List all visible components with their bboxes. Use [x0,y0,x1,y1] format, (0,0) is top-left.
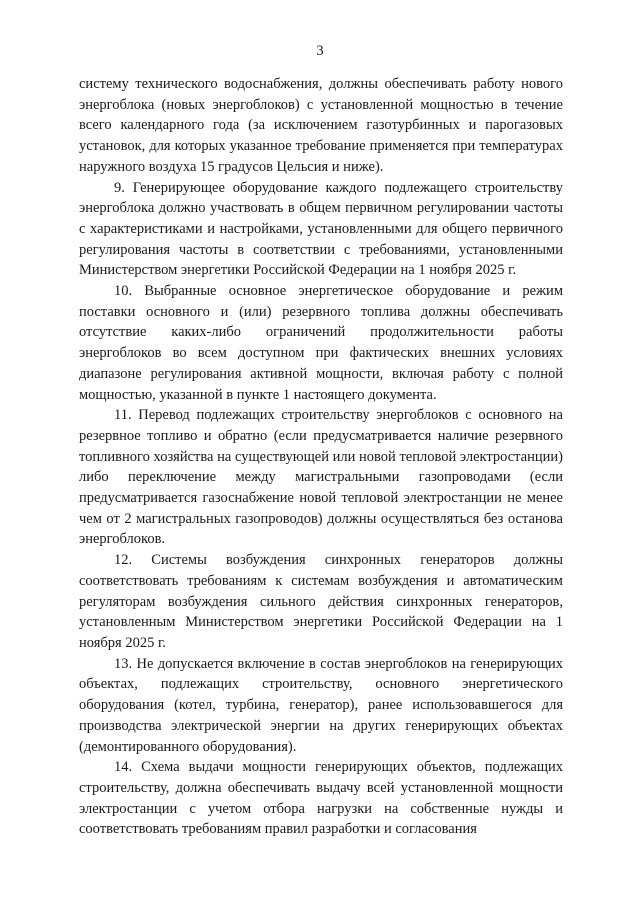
paragraph-item-14: 14. Схема выдачи мощности генерирующих объектов, подлежащих строительству, должна обеспечивать выдачу всей установленной мощности электростанции с учетом отбора нагрузки на собственные нужды и соответствовать требованиям правил разработки и согласования [79,759,563,838]
paragraph-item-11: 11. Перевод подлежащих строительству энергоблоков с основного на резервное топливо и обратно (если предусматривается наличие резервного топливного хозяйства на существующей или новой тепловой электростанции) либо переключение между магистральными газопроводами (если предусматривается газоснабжение новой тепловой электростанции не менее чем от 2 магистральных газопроводов) должны осуществляться без останова энергоблоков. [79,407,563,548]
paragraph-item-10: 10. Выбранные основное энергетическое оборудование и режим поставки основного и (или) резервного топлива должны обеспечивать отсутствие каких-либо ограничений продолжительности работы энергоблоков во всем доступном при фактических внешних условиях диапазоне регулирования активной мощности, включая работу с полной мощностью, указанной в пункте 1 настоящего документа. [79,283,563,403]
document-body [79,74,563,840]
paragraph-item-12: 12. Системы возбуждения синхронных генераторов должны соответствовать требованиям к системам возбуждения и автоматическим регуляторам возбуждения сильного действия синхронных генераторов, установленным Министерством энергетики Российской Федерации на 1 ноября 2025 г. [79,552,563,651]
paragraph-item-9: 9. Генерирующее оборудование каждого подлежащего строительству энергоблока должно участвовать в общем первичном регулировании частоты с характеристиками и настройками, установленными для общего первичного регулирования частоты в соответствии с требованиями, установленными Министерством энергетики Российской Федерации на 1 ноября 2025 г. [79,179,563,279]
paragraph-continuation: систему технического водоснабжения, должны обеспечивать работу нового энергоблока (новых энергоблоков) с установленной мощностью в течение всего календарного года (за исключением газотурбинных и парогазовых установок, для которых указанное требование применяется при температурах наружного воздуха 15 градусов Цельсия и ниже). [79,76,563,175]
paragraph-item-13: 13. Не допускается включение в состав энергоблоков на генерирующих объектах, подлежащих строительству, основного энергетического оборудования (котел, турбина, генератор), ранее использовавшегося для производства электрической энергии на других генерирующих объектах (демонтированного оборудования). [79,655,563,755]
page-number: 3 [316,43,324,59]
